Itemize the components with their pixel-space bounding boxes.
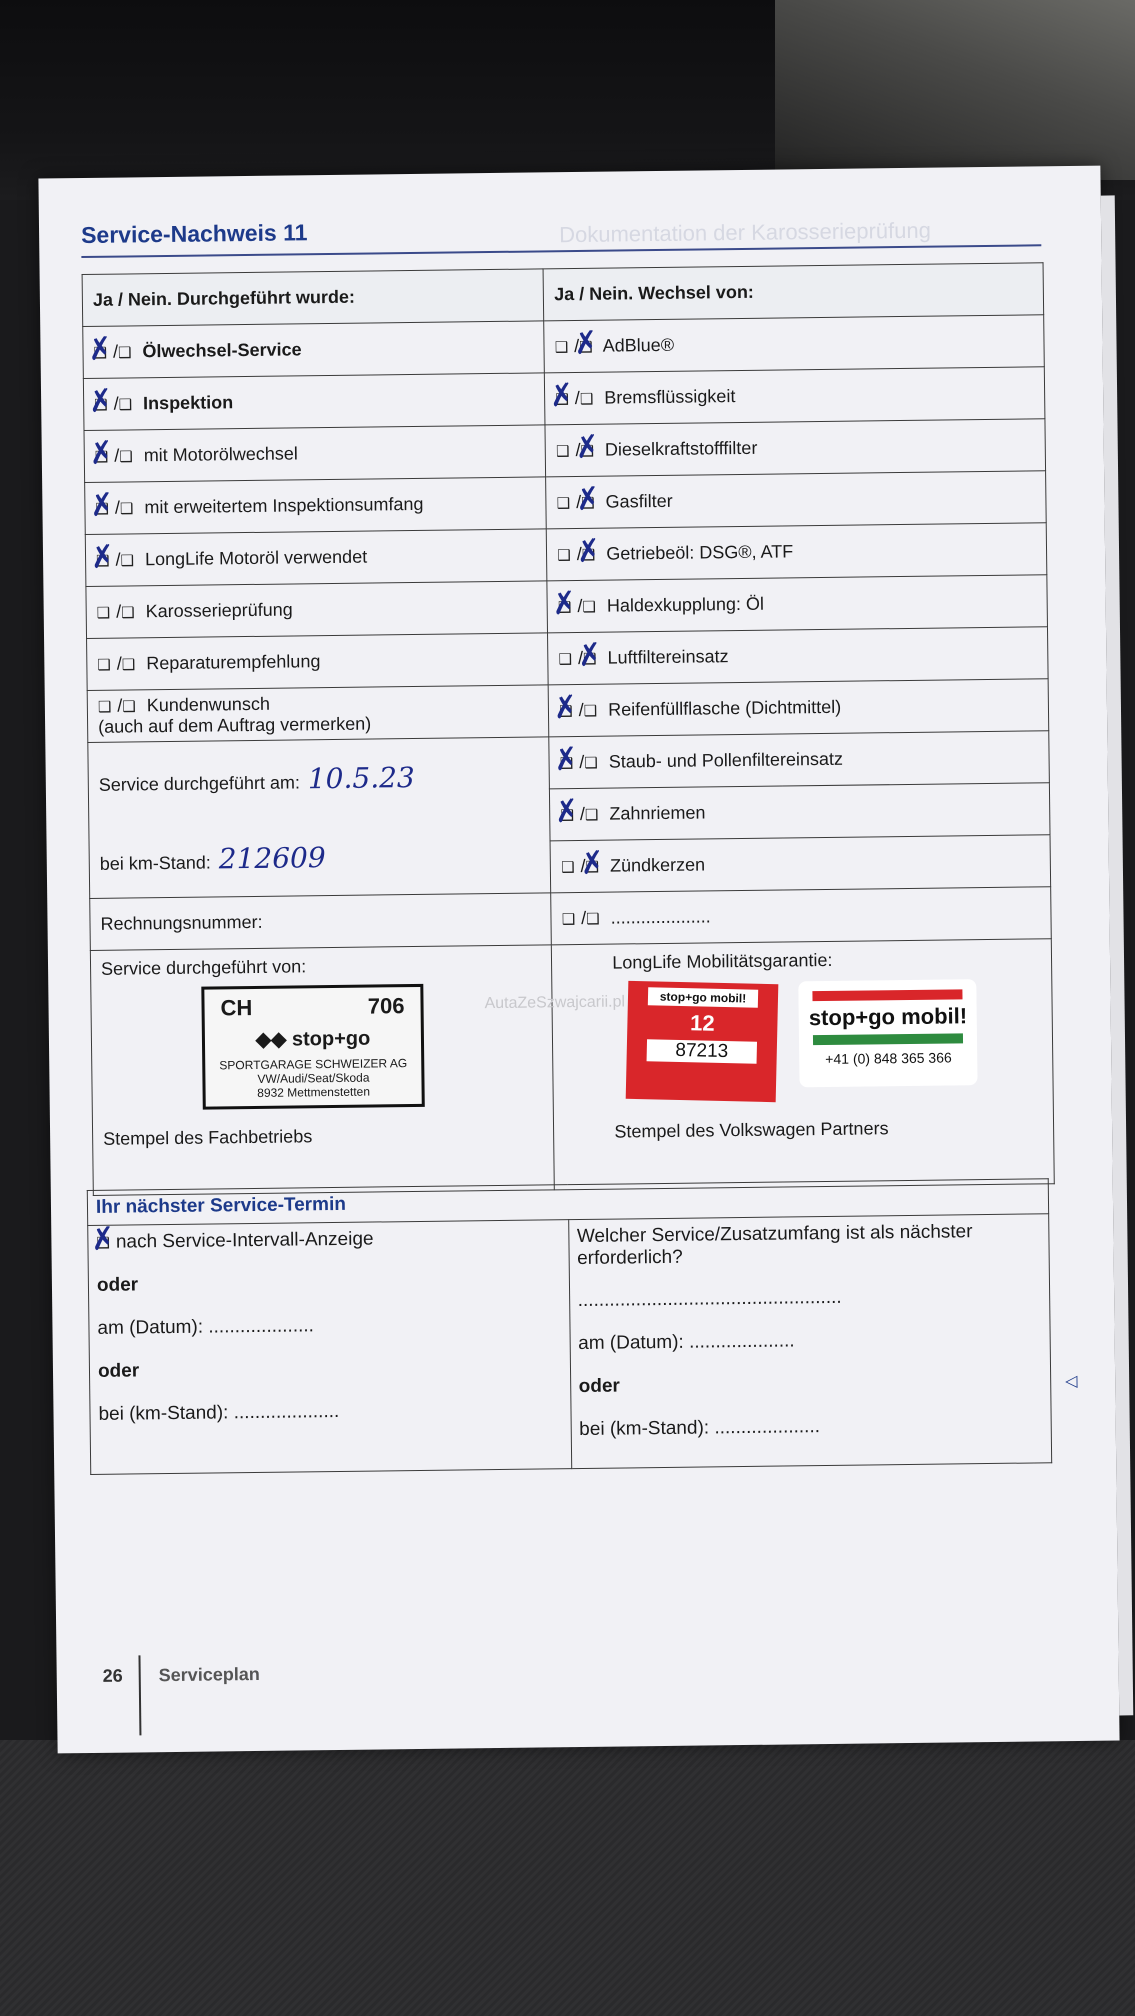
left-item-label: Kundenwunsch (auch auf dem Auftrag vermerken) bbox=[97, 693, 372, 737]
right-item-label: Luftfiltereinsatz bbox=[607, 646, 729, 668]
checkbox-interval: ❑ ✗ bbox=[96, 1234, 110, 1252]
stamp-line2: VW/Audi/Seat/Skoda bbox=[257, 1070, 370, 1086]
next-service-left bbox=[88, 1220, 572, 1475]
guarantee-label: LongLife Mobilitätsgarantie: bbox=[612, 949, 833, 973]
checkbox-yes: ❑ ✗ bbox=[560, 806, 574, 824]
right-item: ❑ /❑ ✗ Zündkerzen bbox=[550, 835, 1050, 893]
km-handwritten: 212609 bbox=[218, 840, 326, 875]
oder-3: oder bbox=[578, 1375, 621, 1398]
checkbox-yes: ❑ bbox=[97, 656, 111, 674]
left-item-label: Reparaturempfehlung bbox=[146, 651, 321, 674]
guarantee-cell bbox=[552, 939, 1055, 1190]
interval-label: nach Service-Intervall-Anzeige bbox=[115, 1228, 374, 1253]
left-item-label: LongLife Motoröl verwendet bbox=[144, 546, 368, 570]
right-item: ❑ /❑ ✗ AdBlue® bbox=[544, 315, 1044, 373]
checkbox-no: ❑ bbox=[119, 500, 134, 518]
footer-section: Serviceplan bbox=[158, 1663, 260, 1686]
checkbox-no: ❑ ✗ bbox=[582, 546, 596, 564]
checkbox-no: ❑ bbox=[584, 754, 598, 772]
white-sticker-brand: stop+go mobil! bbox=[808, 1003, 968, 1031]
checkbox-no: ❑ bbox=[584, 806, 599, 824]
next-date-left: am (Datum): .................... bbox=[97, 1315, 315, 1339]
right-item-label: Gasfilter bbox=[605, 490, 673, 512]
checkbox-yes: ❑ bbox=[554, 339, 569, 357]
right-item: ❑ ✗ /❑ Haldexkupplung: Öl bbox=[547, 575, 1047, 633]
red-sticker-number: 12 bbox=[690, 1010, 716, 1036]
checkbox-no: ❑ bbox=[118, 396, 133, 414]
checkbox-no: ❑ bbox=[120, 552, 135, 570]
left-item-label: Ölwechsel-Service bbox=[142, 339, 302, 362]
left-item: ❑ ✗ /❑ Ölwechsel-Service bbox=[83, 321, 545, 379]
checkbox-no: ❑ bbox=[121, 604, 135, 622]
checkbox-yes: ❑ bbox=[97, 698, 112, 716]
section-title: Service-Nachweis 11 bbox=[80, 219, 308, 249]
checkbox-yes: ❑ ✗ bbox=[555, 390, 569, 408]
checkbox-yes: ❑ ✗ bbox=[95, 448, 109, 466]
red-sticker-code: 87213 bbox=[647, 1039, 757, 1063]
service-booklet-page bbox=[38, 166, 1119, 1754]
oder-2: oder bbox=[97, 1360, 140, 1382]
background-seat-fabric bbox=[0, 1740, 1135, 2016]
right-item: ❑ /❑ ✗ Getriebeöl: DSG®, ATF bbox=[547, 523, 1047, 581]
left-item-label: mit Motorölwechsel bbox=[143, 443, 298, 466]
page-number: 26 bbox=[102, 1665, 123, 1686]
left-item-label: Inspektion bbox=[142, 392, 234, 414]
right-item: ❑ /❑ .................... bbox=[551, 887, 1051, 945]
checkbox-yes: ❑ bbox=[556, 495, 571, 513]
right-item: ❑ /❑ ✗ Luftfiltereinsatz bbox=[548, 627, 1048, 685]
checkbox-no: ❑ ✗ bbox=[581, 494, 595, 512]
right-header: Ja / Nein. Wechsel von: bbox=[543, 263, 1043, 321]
service-table bbox=[82, 262, 1055, 1196]
checkbox-yes: ❑ ✗ bbox=[93, 344, 107, 362]
white-sticker-phone: +41 (0) 848 365 366 bbox=[825, 1049, 952, 1067]
next-km-right: bei (km-Stand): .................... bbox=[579, 1416, 821, 1441]
checkbox-yes: ❑ ✗ bbox=[560, 754, 574, 772]
right-item: ❑ ✗ /❑ Reifenfüllflasche (Dichtmittel) bbox=[548, 679, 1048, 737]
sticker-group bbox=[627, 978, 1043, 1101]
left-item: ❑ /❑ Karosserieprüfung bbox=[86, 581, 548, 639]
background-car-door bbox=[775, 0, 1135, 180]
right-item-label: Haldexkupplung: Öl bbox=[606, 593, 765, 616]
next-question: Welcher Service/Zusatzumfang ist als nächster erforderlich? bbox=[576, 1221, 973, 1270]
next-service-title: Ihr nächster Service-Termin bbox=[87, 1179, 1048, 1226]
flag-red-stripe bbox=[813, 989, 963, 1001]
km-label: bei km-Stand: bbox=[99, 851, 211, 874]
checkbox-no: ❑ ✗ bbox=[583, 650, 597, 668]
checkbox-yes: ❑ ✗ bbox=[94, 396, 108, 414]
checkbox-no: ❑ ✗ bbox=[585, 858, 599, 876]
checkbox-no: ❑ bbox=[586, 910, 600, 928]
service-date-km-cell bbox=[88, 737, 551, 899]
performed-by-cell bbox=[90, 945, 554, 1196]
left-item: ❑ /❑ Reparaturempfehlung bbox=[87, 633, 549, 691]
left-item-label: Karosserieprüfung bbox=[145, 599, 293, 622]
triangle-left-icon: ◁ bbox=[1065, 1372, 1078, 1391]
performed-by-label: Service durchgeführt von: bbox=[100, 956, 307, 979]
stamp-number: 706 bbox=[367, 993, 405, 1019]
footer-divider bbox=[138, 1655, 141, 1735]
right-item: ❑ ✗ /❑ Zahnriemen bbox=[550, 783, 1050, 841]
checkbox-yes: ❑ bbox=[561, 859, 575, 877]
right-item: ❑ /❑ ✗ Gasfilter bbox=[546, 471, 1046, 529]
white-sticker bbox=[799, 979, 978, 1087]
right-item: ❑ /❑ ✗ Dieselkraftstofffilter bbox=[545, 419, 1045, 477]
oder-1: oder bbox=[96, 1274, 139, 1296]
stamp-line1: SPORTGARAGE SCHWEIZER AG bbox=[219, 1056, 408, 1073]
checkbox-yes: ❑ ✗ bbox=[95, 500, 109, 518]
next-dots: .................................................. bbox=[577, 1286, 842, 1312]
right-item-label: Reifenfüllflasche (Dichtmittel) bbox=[608, 696, 842, 720]
bleed-through-text: Dokumentation der Karosserieprüfung bbox=[558, 217, 932, 248]
right-item-label: Zahnriemen bbox=[609, 802, 706, 824]
right-item-label: Dieselkraftstofffilter bbox=[604, 437, 758, 460]
checkbox-no: ❑ ✗ bbox=[579, 338, 593, 356]
next-km-left: bei (km-Stand): .................... bbox=[98, 1400, 340, 1425]
checkbox-no: ❑ ✗ bbox=[580, 442, 594, 460]
checkbox-no: ❑ bbox=[582, 598, 596, 616]
left-item-label: mit erweitertem Inspektionsumfang bbox=[144, 493, 424, 518]
right-item-label: Zündkerzen bbox=[609, 854, 706, 876]
service-date-label: Service durchgeführt am: bbox=[98, 771, 301, 795]
checkbox-yes: ❑ bbox=[558, 651, 573, 669]
stamp-right-label: Stempel des Volkswagen Partners bbox=[614, 1118, 889, 1142]
checkbox-yes: ❑ bbox=[557, 547, 571, 565]
stamp-left-label: Stempel des Fachbetriebs bbox=[103, 1126, 313, 1149]
checkbox-no: ❑ bbox=[119, 448, 133, 466]
stamp-line3: 8932 Mettmenstetten bbox=[257, 1084, 371, 1100]
invoice-cell bbox=[90, 893, 552, 951]
left-item: ❑ ✗ /❑ LongLife Motoröl verwendet bbox=[85, 529, 547, 587]
next-service-table bbox=[87, 1178, 1052, 1475]
right-item: ❑ ✗ /❑ Staub- und Pollenfiltereinsatz bbox=[549, 731, 1049, 789]
right-item-label: .................... bbox=[610, 906, 711, 928]
right-item-label: Bremsflüssigkeit bbox=[604, 386, 736, 408]
page-edge bbox=[1101, 195, 1134, 1715]
checkbox-no: ❑ bbox=[583, 702, 598, 720]
checkbox-no: ❑ bbox=[121, 656, 136, 674]
left-item: ❑ ✗ /❑ mit Motorölwechsel bbox=[84, 425, 546, 483]
service-date-handwritten: 10.5.23 bbox=[307, 760, 415, 795]
checkbox-no: ❑ bbox=[117, 344, 132, 362]
left-item: ❑ /❑ Kundenwunsch (auch auf dem Auftrag vermerken) bbox=[87, 685, 549, 743]
left-item: ❑ ✗ /❑ Inspektion bbox=[83, 373, 545, 431]
checkbox-yes: ❑ ✗ bbox=[558, 598, 572, 616]
stamp-country: CH bbox=[220, 994, 253, 1021]
checkbox-yes: ❑ bbox=[561, 911, 576, 929]
red-sticker-brand: stop+go mobil! bbox=[648, 987, 758, 1007]
checkbox-yes: ❑ bbox=[96, 604, 111, 622]
next-service-right bbox=[568, 1214, 1052, 1469]
invoice-label: Rechnungsnummer: bbox=[100, 911, 263, 934]
flag-green-stripe bbox=[813, 1033, 963, 1045]
right-item-label: Getriebeöl: DSG®, ATF bbox=[606, 541, 794, 564]
watermark: AutaZeSzwajcarii.pl bbox=[484, 993, 626, 1013]
stamp-brand: stop+go bbox=[291, 1027, 371, 1051]
workshop-stamp bbox=[201, 984, 424, 1110]
left-item: ❑ ✗ /❑ mit erweitertem Inspektionsumfang bbox=[85, 477, 547, 535]
right-item: ❑ ✗ /❑ Bremsflüssigkeit bbox=[545, 367, 1045, 425]
checkbox-no: ❑ bbox=[579, 390, 594, 408]
checkbox-no: ❑ bbox=[122, 697, 136, 716]
checkbox-yes: ❑ ✗ bbox=[96, 552, 110, 570]
right-item-label: AdBlue® bbox=[602, 334, 675, 356]
stamp-logo: ◆◆ stop+go bbox=[255, 1027, 371, 1051]
checkbox-yes: ❑ ✗ bbox=[559, 702, 573, 720]
left-header: Ja / Nein. Durchgeführt wurde: bbox=[82, 269, 544, 327]
red-sticker bbox=[626, 981, 779, 1102]
right-item-label: Staub- und Pollenfiltereinsatz bbox=[608, 748, 844, 772]
next-date-right: am (Datum): .................... bbox=[578, 1330, 795, 1355]
checkbox-yes: ❑ bbox=[555, 443, 570, 461]
